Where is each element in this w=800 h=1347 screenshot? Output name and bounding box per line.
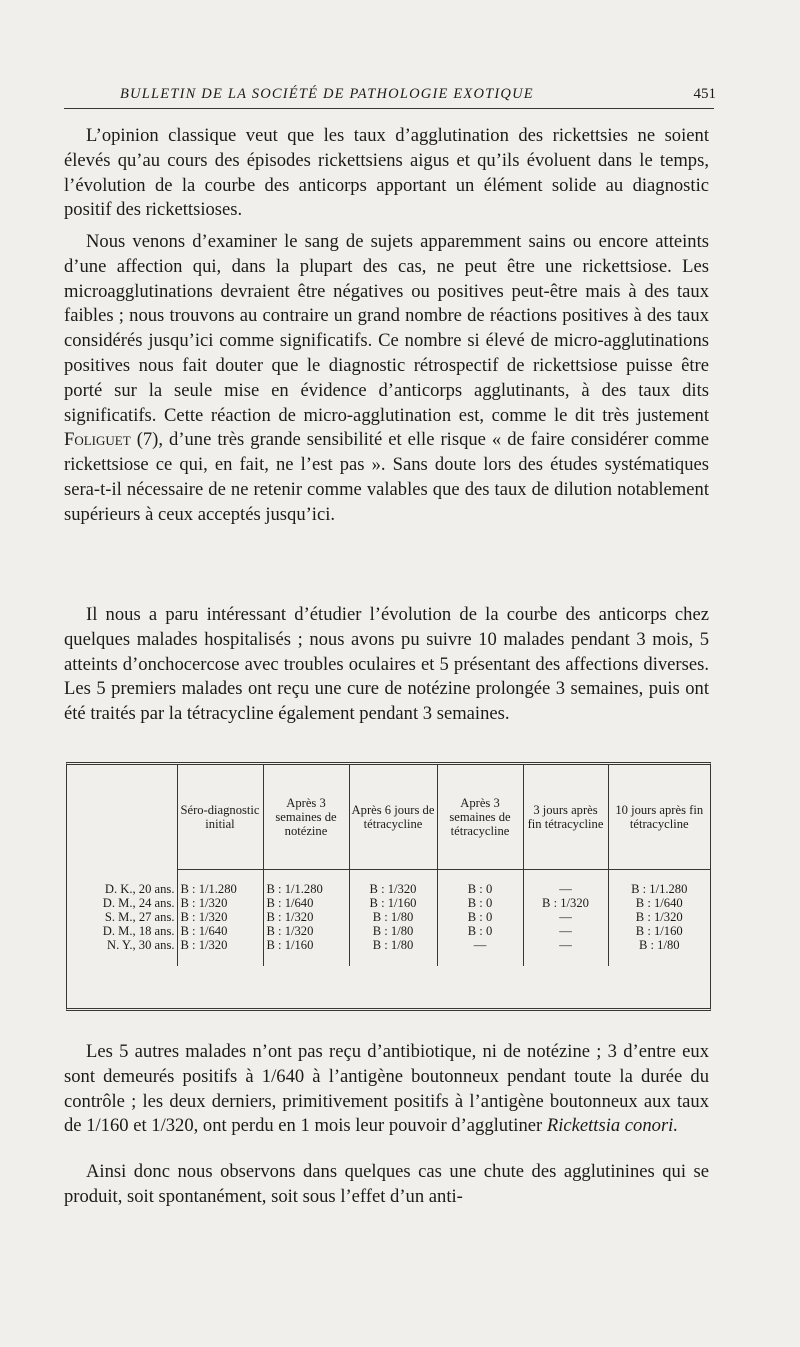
table-cell: B : 1/80 bbox=[608, 938, 710, 952]
table-cell: B : 1/1.280 bbox=[608, 882, 710, 896]
table-bottom-space bbox=[67, 952, 710, 966]
table-row bbox=[67, 882, 710, 896]
patient-cell: D. M., 18 ans. bbox=[102, 924, 175, 938]
paragraph-4 bbox=[64, 1040, 709, 1139]
table-cell: B : 1/80 bbox=[349, 910, 437, 924]
table-row bbox=[67, 938, 710, 952]
paragraph-2 bbox=[64, 230, 709, 528]
table-header-cell: Après 3 semaines de notézine bbox=[263, 765, 349, 870]
paragraph-5: Ainsi donc nous observons dans quelques cas une chute des agglutinines qui se produit, soit spontanément, soit sous l’effet d’un anti- bbox=[64, 1161, 709, 1207]
table-cell: B : 1/320 bbox=[177, 910, 263, 924]
table-cell: B : 1/640 bbox=[177, 924, 263, 938]
table-cell: B : 1/320 bbox=[349, 882, 437, 896]
table-row bbox=[67, 910, 710, 924]
author-name: Foliguet bbox=[64, 429, 131, 451]
table-cell: B : 1/320 bbox=[177, 896, 263, 910]
table-cell: B : 0 bbox=[437, 910, 523, 924]
paragraph-2-text-a: Nous venons d’examiner le sang de sujets apparemment sains ou encore atteints d’une affection qui, dans la plupart des cas, ne peut être une rickettsiose. Les microagglutinations devraient être négatives ou positives peut-être mais à des taux faibles ; nous trouvons au contraire un grand nombre de réactions positives à des taux considérés jusqu’ici comme significatifs. Ce nombre si élevé de micro-agglutinations positives nous fait douter que le diagnostic rétrospectif de rickettsiose puisse être porté sur la seule mise en évidence d’anticorps agglutinants, à des taux dits significatifs. Cette réaction de micro-agglutination est, comme le dit très justement bbox=[64, 231, 709, 426]
table-separator bbox=[67, 870, 710, 883]
paragraph-3: Il nous a paru intéressant d’étudier l’évolution de la courbe des anticorps chez quelques malades hospitalisés ; nous avons pu suivre 10 malades pendant 3 mois, 5 atteints d’onchocercose avec troubles oculaires et 5 présentant des affections diverses. Les 5 premiers malades ont reçu une cure de notézine prolongée 3 semaines, puis ont été traités par la tétracycline également pendant 3 semaines. bbox=[64, 604, 709, 725]
table-cell: B : 1/320 bbox=[263, 924, 349, 938]
table-cell: B : 1/160 bbox=[349, 896, 437, 910]
table-header-cell: 3 jours après fin tétracycline bbox=[523, 765, 608, 870]
page-number: 451 bbox=[693, 86, 716, 102]
table-cell: B : 1/1.280 bbox=[177, 882, 263, 896]
table-cell: B : 1/320 bbox=[523, 896, 608, 910]
table-header-cell: Après 6 jours de tétracycline bbox=[349, 765, 437, 870]
table-header-cell: Séro-diagnostic initial bbox=[177, 765, 263, 870]
table-cell: B : 1/1.280 bbox=[263, 882, 349, 896]
table-cell: B : 1/160 bbox=[263, 938, 349, 952]
table-cell: B : 1/640 bbox=[608, 896, 710, 910]
patient-cell: D. K., 20 ans. bbox=[104, 882, 175, 896]
table-cell: B : 1/320 bbox=[177, 938, 263, 952]
paragraph-1: L’opinion classique veut que les taux d’agglutination des rickettsies ne soient élevés qu’au cours des épisodes rickettsiens aigus et qu’ils évoluent dans le temps, l’évolution de la courbe des anticorps apportant un élément solide au diagnostic positif des rickettsioses. bbox=[64, 125, 709, 221]
table-cell: B : 0 bbox=[437, 896, 523, 910]
table-header-row bbox=[67, 765, 710, 870]
patient-cell: S. M., 27 ans. bbox=[104, 910, 175, 924]
running-header bbox=[64, 86, 714, 109]
antibody-table bbox=[66, 762, 711, 1011]
table-cell: B : 1/320 bbox=[608, 910, 710, 924]
running-title: BULLETIN DE LA SOCIÉTÉ DE PATHOLOGIE EXOTIQUE bbox=[120, 86, 534, 102]
table-cell: — bbox=[523, 924, 608, 938]
table-header-cell bbox=[67, 765, 177, 870]
table-cell: B : 1/80 bbox=[349, 924, 437, 938]
species-name: Rickettsia conori. bbox=[546, 1115, 678, 1137]
patient-cell: D. M., 24 ans. bbox=[102, 896, 175, 910]
table-row bbox=[67, 924, 710, 938]
table-cell: B : 1/320 bbox=[263, 910, 349, 924]
table-cell: — bbox=[437, 938, 523, 952]
paragraph-2-text-b: (7), d’une très grande sensibilité et elle risque « de faire considérer comme rickettsiose ce qui, en fait, ne l’est pas ». Sans doute lors des études systématiques sera-t-il nécessaire de ne retenir comme valables que des taux de dilution notablement supérieurs à ceux acceptés jusqu’ici. bbox=[64, 429, 709, 525]
table-cell: B : 0 bbox=[437, 882, 523, 896]
table-cell: B : 1/640 bbox=[263, 896, 349, 910]
patient-cell: N. Y., 30 ans. bbox=[106, 938, 175, 952]
table-cell: B : 1/160 bbox=[608, 924, 710, 938]
paragraph-4-text: Les 5 autres malades n’ont pas reçu d’antibiotique, ni de notézine ; 3 d’entre eux sont demeurés positifs à 1/640 à l’antigène boutonneux pendant toute la durée du contrôle ; les deux derniers, primitivement positifs à l’antigène boutonneux aux taux de 1/160 et 1/320, ont perdu en 1 mois leur pouvoir d’agglutiner bbox=[64, 1041, 709, 1137]
table-cell: — bbox=[523, 910, 608, 924]
table-row bbox=[67, 896, 710, 910]
table-header-cell: 10 jours après fin tétracycline bbox=[608, 765, 710, 870]
table-cell: B : 1/80 bbox=[349, 938, 437, 952]
table-cell: — bbox=[523, 938, 608, 952]
table-cell: B : 0 bbox=[437, 924, 523, 938]
table-cell: — bbox=[523, 882, 608, 896]
table-header-cell: Après 3 semaines de tétracycline bbox=[437, 765, 523, 870]
